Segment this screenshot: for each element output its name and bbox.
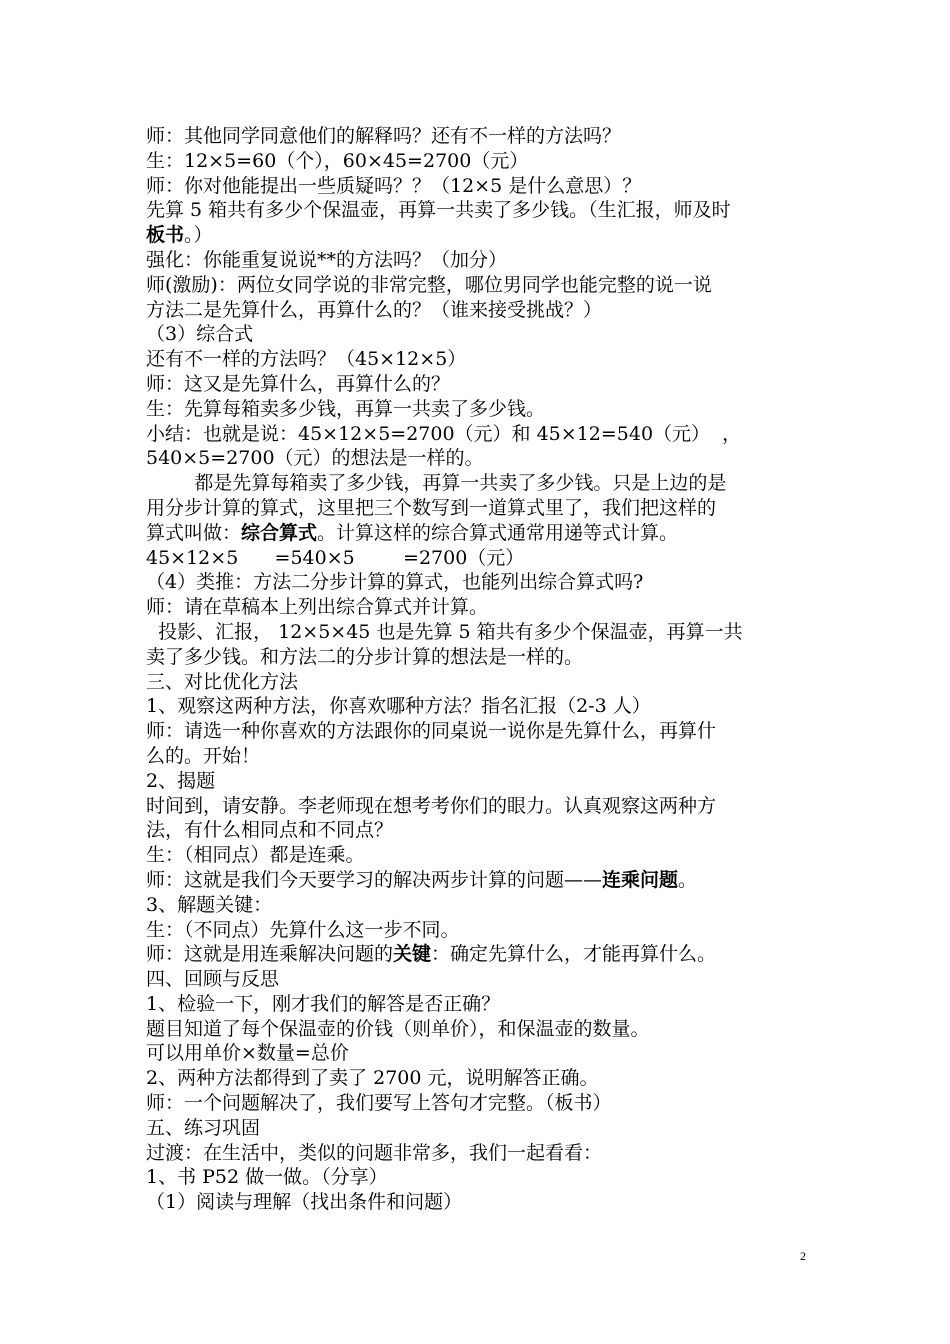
text-fragment: 师：这就是我们今天要学习的解决两步计算的问题——: [146, 868, 603, 891]
text-line: 用分步计算的算式，这里把三个数写到一道算式里了，我们把这样的: [146, 496, 717, 519]
text-line: 题目知道了每个保温壶的价钱（则单价），和保温壶的数量。: [146, 1017, 650, 1040]
text-line: 可以用单价×数量=总价: [146, 1042, 349, 1065]
text-line: 师(激励)：两位女同学说的非常完整，哪位男同学也能完整的说一说: [146, 273, 712, 296]
text-line: 都是先算每箱卖了多少钱，再算一共卖了多少钱。只是上边的是: [146, 472, 727, 495]
bold-term: 板书: [146, 224, 185, 247]
text-line: 师：请在草稿本上列出综合算式并计算。: [146, 596, 489, 619]
text-line: 1、检验一下，刚才我们的解答是否正确？: [146, 992, 501, 1015]
text-line: 投影、汇报， 12×5×45 也是先算 5 箱共有多少个保温壶，再算一共: [146, 620, 743, 643]
text-line: 小结：也就是说：45×12×5=2700（元）和 45×12=540（元） ，: [146, 422, 742, 445]
text-line: 生：（不同点）先算什么这一步不同。: [146, 918, 460, 941]
text-line: [146, 521, 810, 546]
text-line: 540×5=2700（元）的想法是一样的。: [146, 447, 484, 470]
text-line: [146, 868, 810, 893]
section-heading: 三、对比优化方法: [146, 670, 299, 693]
bold-term: 综合算式: [241, 521, 318, 544]
text-line: 2、两种方法都得到了卖了 2700 元，说明解答正确。: [146, 1067, 599, 1090]
text-line: 生：12×5=60（个），60×45=2700（元）: [146, 149, 529, 172]
text-line: 师：这又是先算什么，再算什么的？: [146, 372, 451, 395]
text-line: 卖了多少钱。和方法二的分步计算的想法是一样的。: [146, 645, 584, 668]
document-body: [146, 124, 810, 1215]
text-fragment: 。: [678, 868, 698, 891]
bold-term: 关键: [393, 943, 432, 966]
text-line: 生：（相同点）都是连乘。: [146, 844, 365, 867]
text-line: 师：一个问题解决了，我们要写上答句才完整。（板书）: [146, 1092, 612, 1115]
text-line: 先算 5 箱共有多少个保温壶，再算一共卖了多少钱。（生汇报，师及时: [146, 199, 731, 222]
bold-term: 连乘问题: [602, 868, 679, 891]
text-line: 生：先算每箱卖多少钱，再算一共卖了多少钱。: [146, 397, 546, 420]
text-fragment: 。计算这样的综合算式通常用递等式计算。: [317, 521, 679, 544]
text-line: 时间到，请安静。李老师现在想考考你们的眼力。认真观察这两种方: [146, 794, 717, 817]
text-line: 2、揭题: [146, 769, 216, 792]
page-number: 2: [800, 1249, 806, 1263]
text-line: 师：其他同学同意他们的解释吗？还有不一样的方法吗？: [146, 125, 622, 147]
text-line: 过渡：在生活中，类似的问题非常多，我们一起看看：: [146, 1141, 603, 1164]
text-fragment: 师：这就是用连乘解决问题的: [146, 943, 394, 966]
text-line: 师：请选一种你喜欢的方法跟你的同桌说一说你是先算什么，再算什: [146, 720, 717, 743]
text-line: 1、书 P52 做一做。（分享）: [146, 1166, 388, 1189]
section-heading: 五、练习巩固: [146, 1116, 261, 1139]
text-line: 1、观察这两种方法，你喜欢哪种方法？指名汇报（2-3 人）: [146, 695, 651, 718]
text-line: 方法二是先算什么，再算什么的？（谁来接受挑战？）: [146, 298, 603, 321]
text-line: [146, 223, 810, 248]
text-line: （1）阅读与理解（找出条件和问题）: [146, 1191, 463, 1214]
text-line: 45×12×5 =540×5 =2700（元）: [146, 546, 525, 569]
text-line: 师：你对他能提出一些质疑吗？？（12×5 是什么意思）？: [146, 174, 642, 197]
text-fragment: 。）: [184, 224, 213, 247]
text-fragment: 算式叫做：: [146, 521, 242, 544]
section-heading: 四、回顾与反思: [146, 968, 280, 991]
text-line: （3）综合式: [146, 323, 254, 346]
text-line: [146, 942, 810, 967]
text-line: 强化：你能重复说说**的方法吗？（加分）: [146, 248, 508, 271]
text-line: （4）类推：方法二分步计算的算式，也能列出综合算式吗?: [146, 571, 644, 594]
text-line: 还有不一样的方法吗？（45×12×5）: [146, 348, 467, 371]
text-line: 么的。开始！: [146, 744, 261, 767]
text-line: 法，有什么相同点和不同点？: [146, 819, 394, 842]
text-line: 3、解题关键：: [146, 893, 273, 916]
text-fragment: ：确定先算什么，才能再算什么。: [431, 943, 717, 966]
